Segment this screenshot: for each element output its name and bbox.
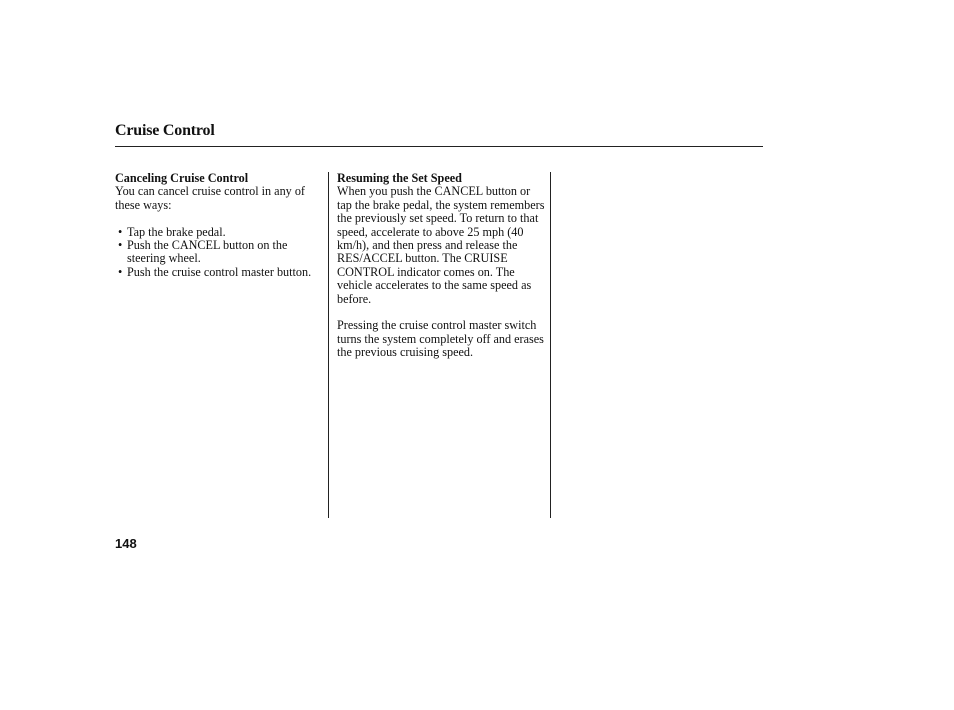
column-divider-2 [550, 172, 551, 518]
list-item-text: Tap the brake pedal. [127, 224, 226, 239]
list-item-text: Push the CANCEL button on the steering wheel. [127, 238, 288, 266]
section-heading-canceling: Canceling Cruise Control [115, 171, 249, 185]
paragraph-spacer [115, 212, 320, 225]
list-item [115, 226, 320, 239]
title-divider [115, 146, 763, 147]
canceling-intro-text: You can cancel cruise control in any of these ways: [115, 184, 305, 212]
right-column [337, 172, 545, 360]
resuming-paragraph-1: When you push the CANCEL button or tap the brake pedal, the system remembers the previously set speed. To return to that speed, accelerate to above 25 mph (40 km/h), and then press and release the RES/ACCEL button. The CRUISE CONTROL indicator comes on. The vehicle accelerates to the same speed as before. [337, 184, 545, 306]
bullet-icon: • [118, 264, 123, 279]
paragraph-spacer [337, 306, 545, 319]
list-item [115, 239, 320, 266]
cancel-methods-list [115, 226, 320, 280]
left-column [115, 172, 320, 279]
section-heading-resuming: Resuming the Set Speed [337, 171, 462, 185]
column-divider-1 [328, 172, 329, 518]
bullet-icon: • [118, 224, 123, 239]
page-title: Cruise Control [115, 122, 215, 139]
bullet-icon: • [118, 238, 123, 253]
page-number: 148 [115, 536, 137, 551]
list-item-text: Push the cruise control master button. [127, 264, 312, 279]
resuming-paragraph-2: Pressing the cruise control master switch turns the system completely off and erases the previous cruising speed. [337, 318, 544, 360]
list-item [115, 266, 320, 279]
